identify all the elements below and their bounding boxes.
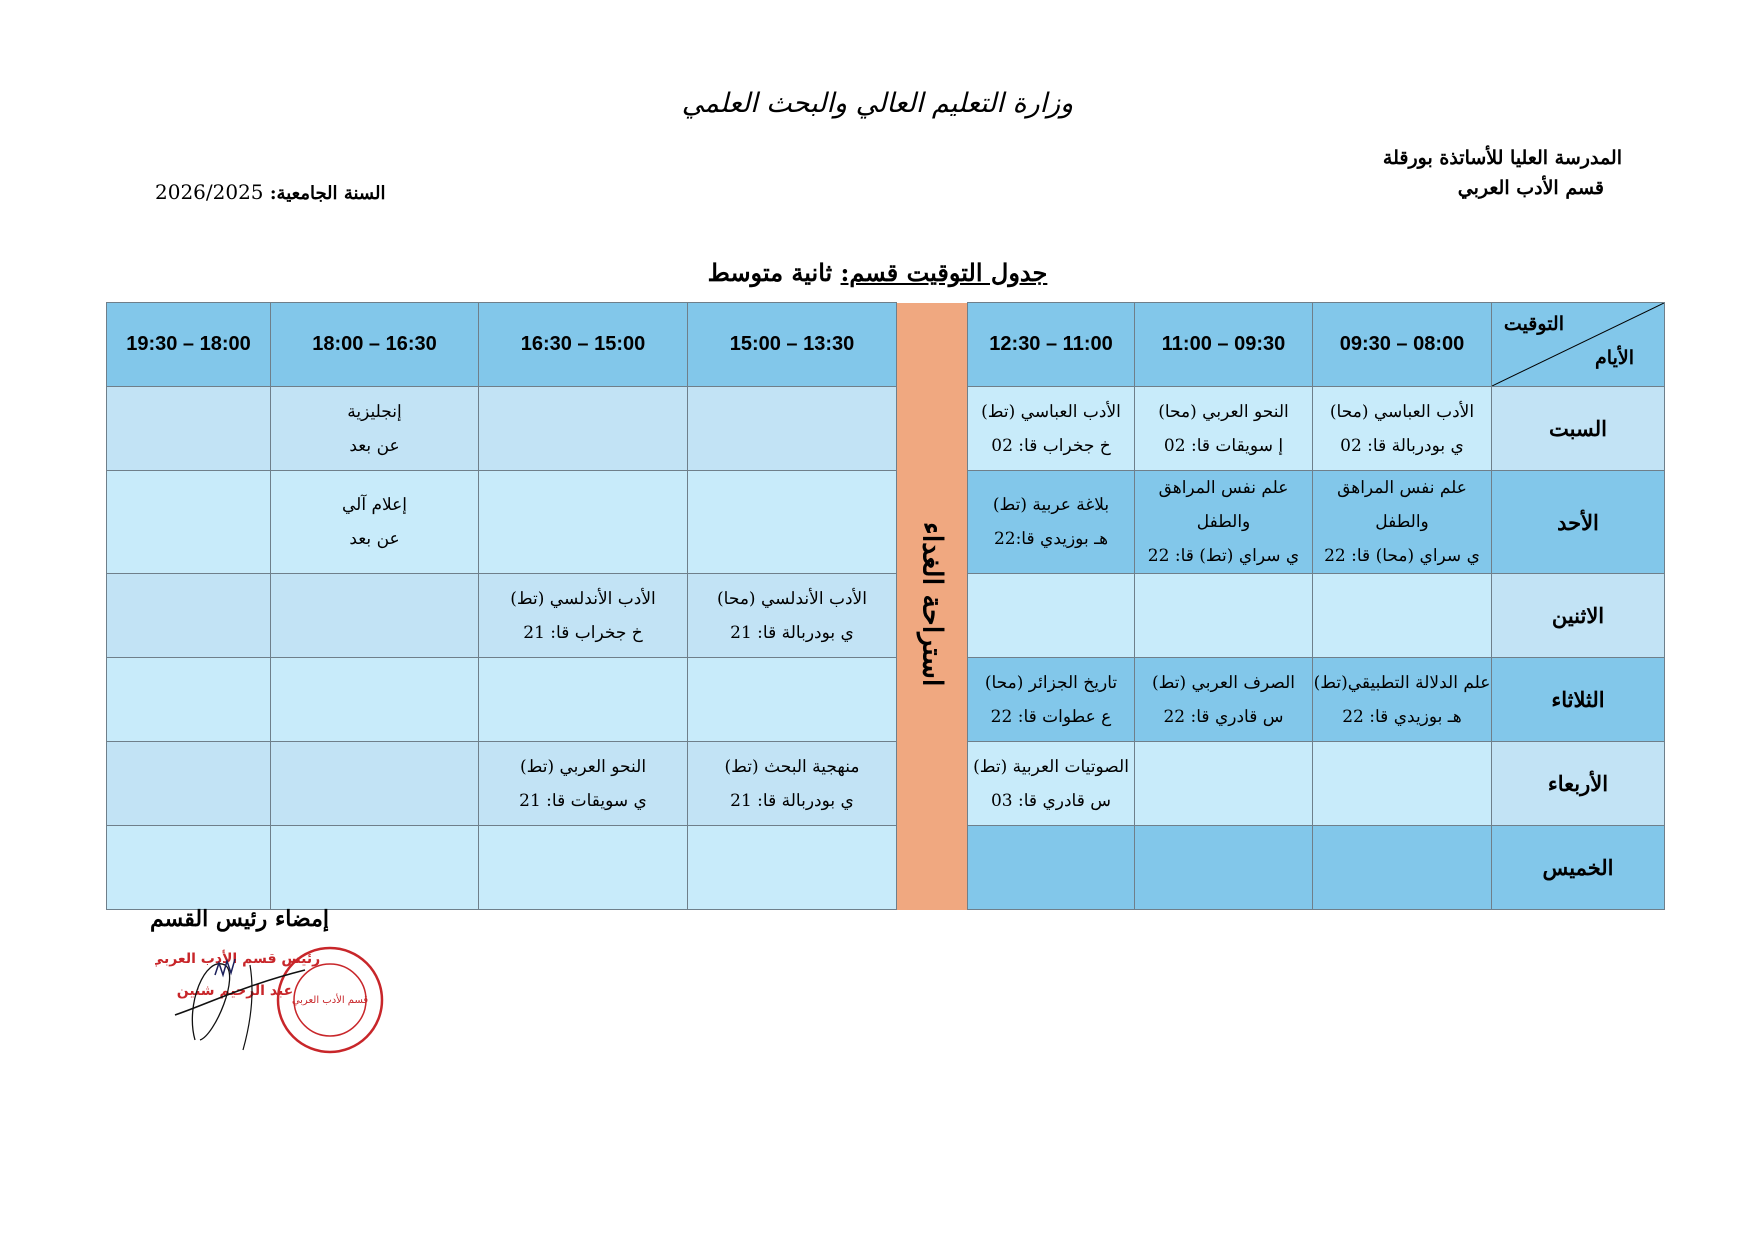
slot-cell: [479, 826, 688, 910]
course-detail: عن بعد: [349, 435, 400, 456]
slot-cell: [1313, 742, 1492, 826]
time-slot-header: 16:30 – 15:00: [479, 303, 688, 387]
day-row-sunday: [107, 471, 1665, 574]
course-detail: س قادري قا: 22: [1163, 706, 1284, 727]
course-name: تاريخ الجزائر (محا): [984, 672, 1118, 693]
day-label: الاثنين: [1492, 574, 1665, 658]
corner-days-label: الأيام: [1595, 347, 1634, 369]
course-detail: ع عطوات قا: 22: [990, 706, 1112, 727]
slot-cell: [1135, 742, 1313, 826]
course-name: منهجية البحث (تط): [724, 756, 860, 777]
day-label: الثلاثاء: [1492, 658, 1665, 742]
course-name: الأدب العباسي (محا): [1329, 401, 1475, 422]
day-row-wednesday: [107, 742, 1665, 826]
slot-cell: [968, 658, 1135, 742]
course-name: الصوتيات العربية (تط): [973, 756, 1129, 777]
slot-cell: [271, 574, 479, 658]
slot-cell: [1313, 658, 1492, 742]
course-detail: ي بودربالة قا: 21: [730, 790, 854, 811]
course-detail: هـ بوزيدي قا: 22: [1342, 706, 1462, 727]
header-row: [107, 303, 1665, 387]
title-class: ثانية متوسط: [707, 258, 833, 287]
slot-cell: [1135, 658, 1313, 742]
day-row-saturday: [107, 387, 1665, 471]
course-name: الأدب العباسي (تط): [981, 401, 1121, 422]
timetable: [106, 302, 1665, 910]
slot-cell: [107, 742, 271, 826]
signature-label: إمضاء رئيس القسم: [150, 906, 329, 932]
academic-year-label: السنة الجامعية:: [269, 183, 386, 204]
course-detail: ي سراي (تط) قا: 22: [1147, 546, 1300, 566]
day-label: الأربعاء: [1492, 742, 1665, 826]
time-slot-header: 09:30 – 08:00: [1313, 303, 1492, 387]
slot-cell: [688, 658, 897, 742]
slot-cell: [688, 387, 897, 471]
slot-cell: [479, 574, 688, 658]
slot-cell: [1313, 574, 1492, 658]
department-name: قسم الأدب العربي: [1457, 177, 1604, 199]
course-name: علم نفس المراهق والطفل: [1337, 478, 1467, 532]
course-detail: إ سويقات قا: 02: [1163, 435, 1284, 456]
course-detail: ي بودربالة قا: 21: [730, 622, 854, 643]
day-label: السبت: [1492, 387, 1665, 471]
time-slot-header: 18:00 – 16:30: [271, 303, 479, 387]
course-name: علم نفس المراهق والطفل: [1158, 478, 1289, 532]
slot-cell: [479, 471, 688, 574]
course-detail: عن بعد: [349, 529, 400, 549]
course-name: إنجليزية: [347, 401, 402, 422]
slot-cell: [271, 658, 479, 742]
slot-cell: [968, 471, 1135, 574]
school-block: [1383, 143, 1622, 203]
school-name: المدرسة العليا للأساتذة بورقلة: [1382, 147, 1622, 169]
course-name: الصرف العربي (تط): [1152, 672, 1295, 693]
course-name: النحو العربي (محا): [1158, 401, 1289, 422]
svg-text:رئيس قسم الأدب العربي: رئيس قسم الأدب العربي: [155, 951, 321, 967]
slot-cell: [968, 826, 1135, 910]
day-row-tuesday: [107, 658, 1665, 742]
slot-cell: [107, 574, 271, 658]
academic-year: [155, 180, 385, 204]
course-name: بلاغة عربية (تط): [992, 495, 1110, 515]
slot-cell: [107, 826, 271, 910]
slot-cell: [479, 387, 688, 471]
slot-cell: [271, 387, 479, 471]
course-detail: س قادري قا: 03: [990, 790, 1112, 811]
time-slot-header: 12:30 – 11:00: [968, 303, 1135, 387]
slot-cell: [479, 658, 688, 742]
slot-cell: [107, 471, 271, 574]
course-detail: ي سويقات قا: 21: [519, 790, 647, 811]
lunch-break-label: استراحة الغداء: [916, 521, 948, 687]
slot-cell: [688, 742, 897, 826]
day-row-monday: [107, 574, 1665, 658]
slot-cell: [968, 574, 1135, 658]
course-detail: خ جخراب قا: 21: [523, 622, 643, 643]
stamp-signature-icon: [155, 945, 385, 1055]
slot-cell: [1313, 471, 1492, 574]
course-name: علم الدلالة التطبيقي(تط): [1313, 672, 1491, 693]
slot-cell: [968, 387, 1135, 471]
day-label: الخميس: [1492, 826, 1665, 910]
course-detail: خ جخراب قا: 02: [991, 435, 1111, 456]
slot-cell: [1135, 471, 1313, 574]
corner-header: [1492, 303, 1665, 387]
slot-cell: [1313, 826, 1492, 910]
slot-cell: [271, 471, 479, 574]
slot-cell: [688, 574, 897, 658]
day-label: الأحد: [1492, 471, 1665, 574]
ministry-heading: وزارة التعليم العالي والبحث العلمي: [681, 88, 1074, 119]
slot-cell: [1135, 387, 1313, 471]
academic-year-value: 2026/2025: [155, 180, 264, 204]
course-name: الأدب الأندلسي (تط): [510, 588, 656, 609]
time-slot-header: 11:00 – 09:30: [1135, 303, 1313, 387]
slot-cell: [1135, 826, 1313, 910]
slot-cell: [688, 826, 897, 910]
corner-time-label: التوقيت: [1503, 313, 1564, 335]
title-prefix: جدول التوقيت قسم:: [840, 258, 1048, 287]
time-slot-header: 19:30 – 18:00: [107, 303, 271, 387]
department-stamp: [155, 945, 385, 1055]
day-row-thursday: [107, 826, 1665, 910]
course-name: النحو العربي (تط): [519, 756, 647, 777]
lunch-break-column: [897, 303, 968, 910]
page-title: [0, 258, 1755, 287]
slot-cell: [271, 742, 479, 826]
slot-cell: [688, 471, 897, 574]
slot-cell: [107, 658, 271, 742]
slot-cell: [1313, 387, 1492, 471]
course-name: الأدب الأندلسي (محا): [717, 588, 867, 609]
slot-cell: [271, 826, 479, 910]
course-detail: هـ بوزيدي قا:22: [993, 529, 1109, 549]
time-slot-header: 15:00 – 13:30: [688, 303, 897, 387]
course-detail: ي بودربالة قا: 02: [1340, 435, 1464, 456]
svg-text:قسم الأدب العربي: قسم الأدب العربي: [291, 995, 369, 1006]
course-name: إعلام آلي: [341, 495, 407, 515]
slot-cell: [107, 387, 271, 471]
slot-cell: [479, 742, 688, 826]
svg-text:عبد الرحيم شنين: عبد الرحيم شنين: [176, 983, 294, 999]
course-detail: ي سراي (محا) قا: 22: [1324, 546, 1480, 566]
slot-cell: [1135, 574, 1313, 658]
slot-cell: [968, 742, 1135, 826]
